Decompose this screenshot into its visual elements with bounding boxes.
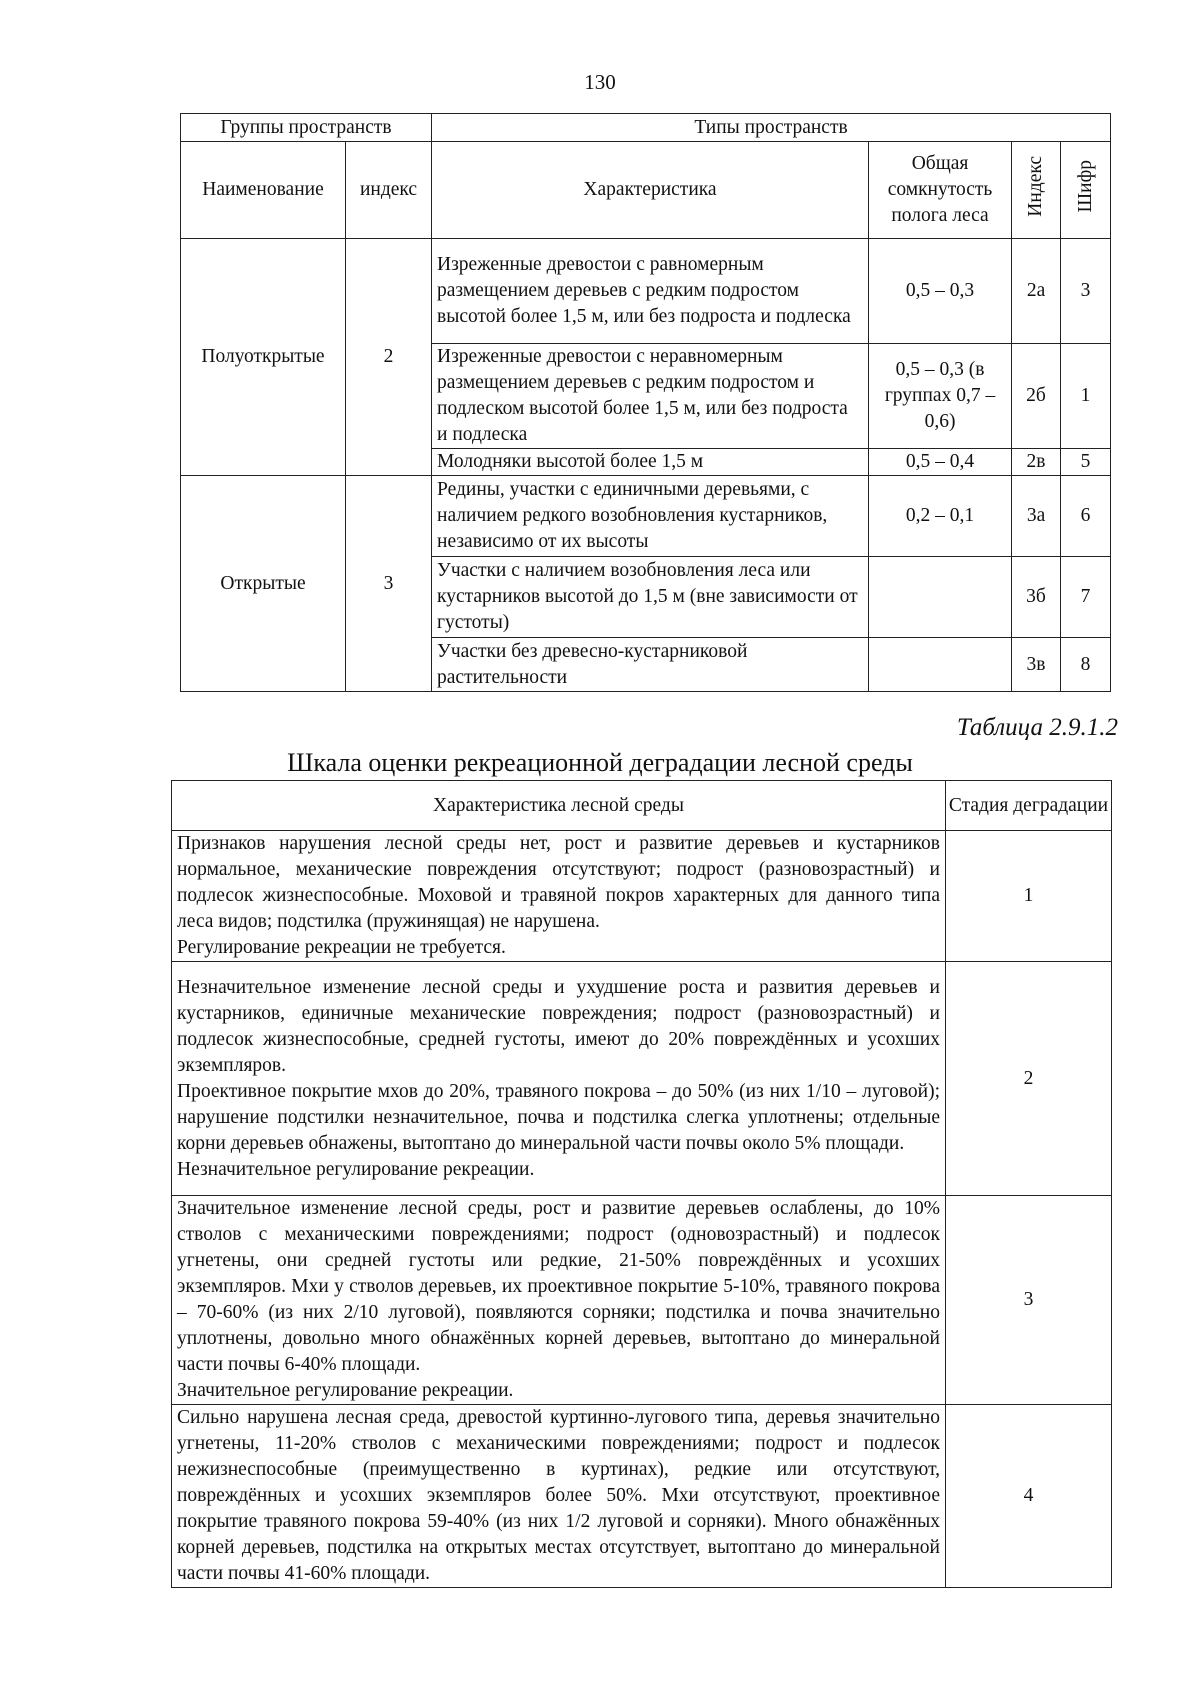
table-row — [181, 476, 1111, 557]
row-stage: 2 — [946, 962, 1112, 1196]
paragraph: Незначительное изменение лесной среды и ухудшение роста и развития деревьев и кустарников, единичные механические повреждения; подрост (разновозрастный) и подлесок жизнеспособные, средней густоты, имеют до 20% повреждённых и усохших экземпляров. — [177, 976, 940, 1076]
row-closure: 0,5 – 0,3 — [869, 239, 1012, 344]
row-code: 3 — [1061, 239, 1111, 344]
paragraph: Незначительное регулирование рекреации. — [177, 1158, 535, 1180]
table-row — [172, 1196, 1112, 1405]
row-description — [172, 962, 946, 1196]
row-code: 5 — [1061, 449, 1111, 476]
table-title: Шкала оценки рекреационной деградации лесной среды — [287, 748, 913, 777]
group-index: 3 — [346, 476, 432, 692]
header-characteristic: Характеристика лесной среды — [172, 781, 946, 831]
header-name: Наименование — [181, 142, 346, 239]
header-row — [181, 114, 1111, 142]
row-characteristic: Изреженные древостои с равномерным размещением деревьев с редким подростом высотой более 1,5 м, или без подроста и подлеска — [432, 239, 869, 344]
paragraph: Значительное изменение лесной среды, рост и развитие деревьев ослаблены, до 10% стволов с механическими повреждениями; подрост (одновозрастный) и подлесок угнетены, они средней густоты или редкие, 21-50% повреждённых и усохших экземпляров. Мхи у стволов деревьев, их проективное покрытие 5-10%, травяного покрова – 70-60% (из них 2/10 луговой), появляются сорняки; подстилка и почва значительно уплотнены, довольно много обнажённых корней деревьев, вытоптано до минеральной части почвы 6-40% площади. — [177, 1198, 940, 1375]
degradation-scale-table — [171, 780, 1112, 1588]
header-closure: Общая сомкнутость полога леса — [869, 142, 1012, 239]
header-stage: Стадия деградации — [946, 781, 1112, 831]
header-code-vertical: Шифр — [1061, 142, 1111, 239]
row-closure — [869, 638, 1012, 692]
paragraph: Регулирование рекреации не требуется. — [177, 937, 506, 958]
header-row — [172, 781, 1112, 831]
row-characteristic: Участки без древесно-кустарниковой растительности — [432, 638, 869, 692]
row-description — [172, 1405, 946, 1588]
row-index: 3б — [1012, 557, 1061, 638]
row-index: 2б — [1012, 344, 1061, 449]
row-stage: 1 — [946, 831, 1112, 962]
row-code: 1 — [1061, 344, 1111, 449]
row-code: 7 — [1061, 557, 1111, 638]
row-closure — [869, 557, 1012, 638]
row-closure: 0,5 – 0,4 — [869, 449, 1012, 476]
group-name: Полуоткрытые — [181, 239, 346, 476]
paragraph: Значительное регулирование рекреации. — [177, 1380, 514, 1401]
row-code: 8 — [1061, 638, 1111, 692]
row-description — [172, 1196, 946, 1405]
table-row — [172, 1405, 1112, 1588]
row-stage: 4 — [946, 1405, 1112, 1588]
table-row — [181, 239, 1111, 344]
paragraph: Признаков нарушения лесной среды нет, рост и развитие деревьев и кустарников нормальное, механические повреждения отсутствуют; подрост (разновозрастный) и подлесок жизнеспособные. Моховой и травяной покров характерных для данного типа леса видов; подстилка (пружинящая) не нарушена. — [177, 833, 940, 932]
header-index-vertical: Индекс — [1012, 142, 1061, 239]
table-row — [172, 962, 1112, 1196]
table-row — [172, 831, 1112, 962]
page-number: 130 — [584, 70, 616, 94]
paragraph: Проективное покрытие мхов до 20%, травяного покрова – до 50% (из них 1/10 – луговой); нарушение подстилки незначительное, почва и подстилка слегка уплотнены; отдельные корни деревьев обнажены, вытоптано до минеральной части почвы около 5% площади. — [177, 1080, 940, 1154]
header-characteristic: Характеристика — [432, 142, 869, 239]
row-characteristic: Молодняки высотой более 1,5 м — [432, 449, 869, 476]
row-stage: 3 — [946, 1196, 1112, 1405]
row-characteristic: Изреженные древостои с неравномерным размещением деревьев с редким подростом и подлеском высотой более 1,5 м, или без подроста и подлеска — [432, 344, 869, 449]
row-index: 2а — [1012, 239, 1061, 344]
space-types-table — [180, 113, 1111, 692]
row-description — [172, 831, 946, 962]
table-label: Таблица 2.9.1.2 — [956, 714, 1118, 741]
header-groups: Группы пространств — [181, 114, 432, 142]
paragraph: Сильно нарушена лесная среда, древостой куртинно-лугового типа, деревья значительно угнетены, 11-20% стволов с механическими повреждениями; подрост и подлесок нежизнеспособные (преимущественно в куртинах), редкие или отсутствуют, повреждённых и усохших экземпляров более 50%. Мхи отсутствуют, проективное покрытие травяного покрова 59-40% (из них 1/2 луговой и сорняки). Много обнажённых корней деревьев, подстилка на открытых местах отсутствует, вытоптано до минеральной части почвы 41-60% площади. — [177, 1407, 940, 1584]
group-name: Открытые — [181, 476, 346, 692]
header-index: индекс — [346, 142, 432, 239]
row-index: 2в — [1012, 449, 1061, 476]
row-index: 3а — [1012, 476, 1061, 557]
row-closure: 0,2 – 0,1 — [869, 476, 1012, 557]
row-code: 6 — [1061, 476, 1111, 557]
row-characteristic: Участки с наличием возобновления леса или кустарников высотой до 1,5 м (вне зависимости от густоты) — [432, 557, 869, 638]
row-index: 3в — [1012, 638, 1061, 692]
subheader-row — [181, 142, 1111, 239]
group-index: 2 — [346, 239, 432, 476]
row-characteristic: Редины, участки с единичными деревьями, с наличием редкого возобновления кустарников, независимо от их высоты — [432, 476, 869, 557]
header-types: Типы пространств — [432, 114, 1111, 142]
row-closure: 0,5 – 0,3 (в группах 0,7 – 0,6) — [869, 344, 1012, 449]
